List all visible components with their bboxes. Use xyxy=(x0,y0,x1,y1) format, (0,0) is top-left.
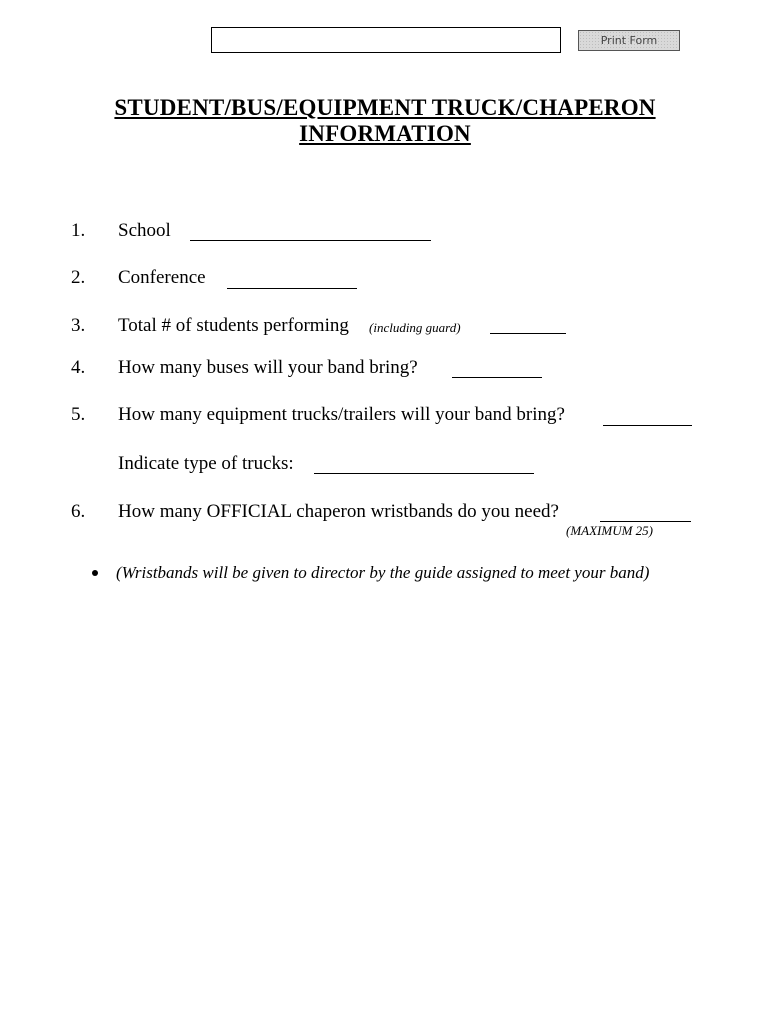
maximum-note: (MAXIMUM 25) xyxy=(566,523,653,538)
item-label-wristbands: How many OFFICIAL chaperon wristbands do you need? xyxy=(118,501,559,522)
conference-blank-line[interactable] xyxy=(227,288,357,289)
print-form-button[interactable]: Print Form xyxy=(578,30,680,51)
form-title-line-1: STUDENT/BUS/EQUIPMENT TRUCK/CHAPERON xyxy=(114,95,656,120)
total-students-blank-line[interactable] xyxy=(490,333,566,334)
trucks-blank-line[interactable] xyxy=(603,425,692,426)
item-label-total-students: Total # of students performing xyxy=(118,315,349,336)
item-number-3: 3. xyxy=(71,315,86,336)
item-number-4: 4. xyxy=(71,357,86,378)
truck-type-blank-line[interactable] xyxy=(314,473,534,474)
item-number-2: 2. xyxy=(71,267,86,288)
item-label-school: School xyxy=(118,220,171,241)
item-label-conference: Conference xyxy=(118,267,206,288)
school-blank-line[interactable] xyxy=(190,240,431,241)
wristbands-blank-line[interactable] xyxy=(600,521,691,522)
including-guard-note: (including guard) xyxy=(369,320,461,335)
wristband-note: (Wristbands will be given to director by the guide assigned to meet your band) xyxy=(116,563,650,582)
bullet-icon xyxy=(92,570,98,576)
buses-blank-line[interactable] xyxy=(452,377,542,378)
item-number-6: 6. xyxy=(71,501,86,522)
form-title-line-2: INFORMATION xyxy=(299,121,471,146)
item-number-1: 1. xyxy=(71,220,86,241)
item-label-buses: How many buses will your band bring? xyxy=(118,357,418,378)
item-label-truck-type: Indicate type of trucks: xyxy=(118,453,294,474)
top-text-field[interactable] xyxy=(211,27,561,53)
item-label-equipment-trucks: How many equipment trucks/trailers will your band bring? xyxy=(118,404,565,425)
item-number-5: 5. xyxy=(71,404,86,425)
